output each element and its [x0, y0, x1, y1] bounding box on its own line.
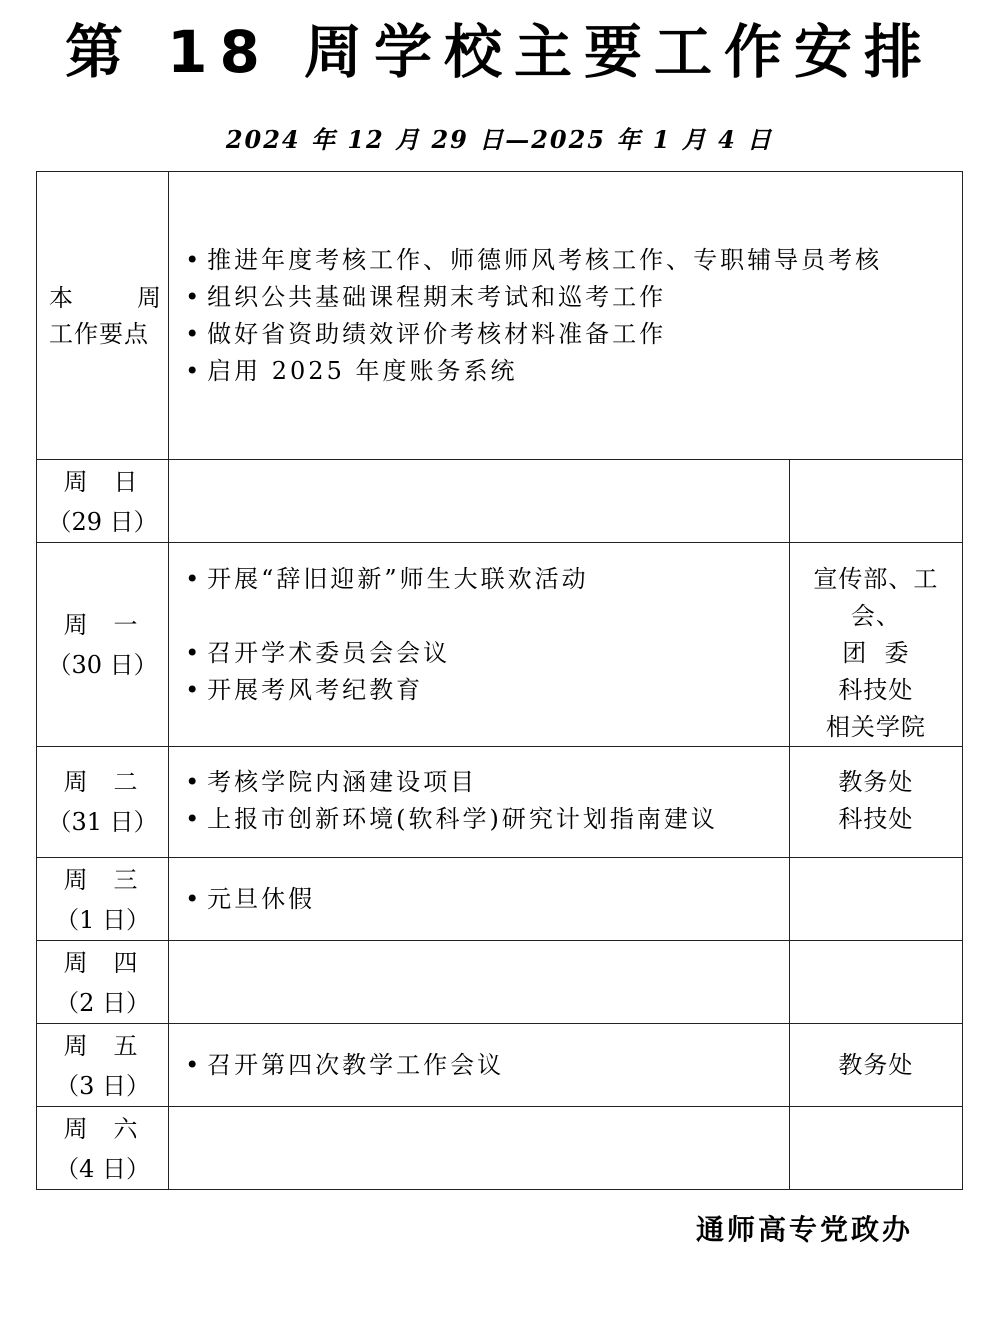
dept-label: 教务处	[838, 1050, 914, 1079]
day-depts	[789, 1107, 962, 1190]
day-date: （31 日）	[47, 808, 158, 836]
list-item: • 考核学院内涵建设项目	[185, 764, 789, 801]
day-date: （29 日）	[47, 508, 158, 536]
label-ben: 本	[49, 283, 73, 312]
day-items	[169, 460, 790, 543]
day-date: （4 日）	[55, 1155, 151, 1183]
key-points-row	[37, 172, 963, 460]
list-item: • 元旦休假	[185, 881, 789, 918]
list-item: • 组织公共基础课程期末考试和巡考工作	[185, 279, 962, 316]
day-name: 周二	[63, 768, 164, 796]
day-name: 周五	[63, 1032, 164, 1060]
list-item: • 开展“辞旧迎新”师生大联欢活动	[185, 561, 789, 598]
table-row	[37, 858, 963, 941]
table-row	[37, 543, 963, 747]
day-depts	[789, 1024, 962, 1107]
list-item: • 启用 2025 年度账务系统	[185, 353, 962, 390]
day-date: （3 日）	[55, 1072, 151, 1100]
day-depts	[789, 941, 962, 1024]
list-item: • 召开学术委员会会议	[185, 635, 789, 672]
day-items	[169, 1024, 790, 1107]
key-points-content	[169, 172, 963, 460]
key-points-list	[169, 242, 962, 390]
day-items	[169, 543, 790, 747]
day-name: 周日	[63, 468, 164, 496]
table-row	[37, 941, 963, 1024]
schedule-table	[36, 171, 963, 1190]
day-cell	[37, 1024, 169, 1107]
table-row	[37, 747, 963, 858]
day-cell	[37, 1107, 169, 1190]
day-items	[169, 747, 790, 858]
day-name: 周一	[63, 610, 164, 639]
day-name: 周四	[63, 949, 164, 977]
dept-label: 相关学院	[825, 713, 926, 741]
dept-label: 教务处	[838, 768, 914, 796]
label-zhou: 周	[137, 283, 161, 312]
date-range: 2024 年 12 月 29 日—2025 年 1 月 4 日	[225, 125, 774, 154]
day-depts	[789, 543, 962, 747]
day-date: （1 日）	[55, 906, 151, 934]
day-items	[169, 1107, 790, 1190]
day-cell	[37, 460, 169, 543]
list-item: • 做好省资助绩效评价考核材料准备工作	[185, 316, 962, 353]
day-depts	[789, 858, 962, 941]
list-item: • 上报市创新环境(软科学)研究计划指南建议	[185, 801, 789, 838]
day-cell	[37, 543, 169, 747]
day-cell	[37, 858, 169, 941]
dept-label: 科技处	[838, 676, 914, 704]
dept-label: 宣传部、工会、	[813, 565, 939, 630]
day-depts	[789, 747, 962, 858]
day-cell	[37, 941, 169, 1024]
label-work-points: 工作要点	[49, 319, 149, 348]
key-points-label	[37, 172, 169, 460]
dept-label: 团 委	[842, 639, 910, 667]
day-name: 周三	[63, 866, 164, 894]
table-row	[37, 1107, 963, 1190]
day-cell	[37, 747, 169, 858]
day-items	[169, 858, 790, 941]
day-name: 周六	[63, 1115, 164, 1143]
list-item: • 推进年度考核工作、师德师风考核工作、专职辅导员考核	[185, 242, 962, 279]
table-row	[37, 460, 963, 543]
day-items	[169, 941, 790, 1024]
dept-label: 科技处	[838, 805, 914, 833]
day-date: （2 日）	[55, 989, 151, 1017]
day-date: （30 日）	[47, 650, 158, 679]
page-title: 第 18 周学校主要工作安排	[64, 18, 935, 86]
list-item: • 召开第四次教学工作会议	[185, 1047, 789, 1084]
day-depts	[789, 460, 962, 543]
table-row	[37, 1024, 963, 1107]
signature: 通师高专党政办	[696, 1213, 914, 1246]
list-item: • 开展考风考纪教育	[185, 672, 789, 709]
